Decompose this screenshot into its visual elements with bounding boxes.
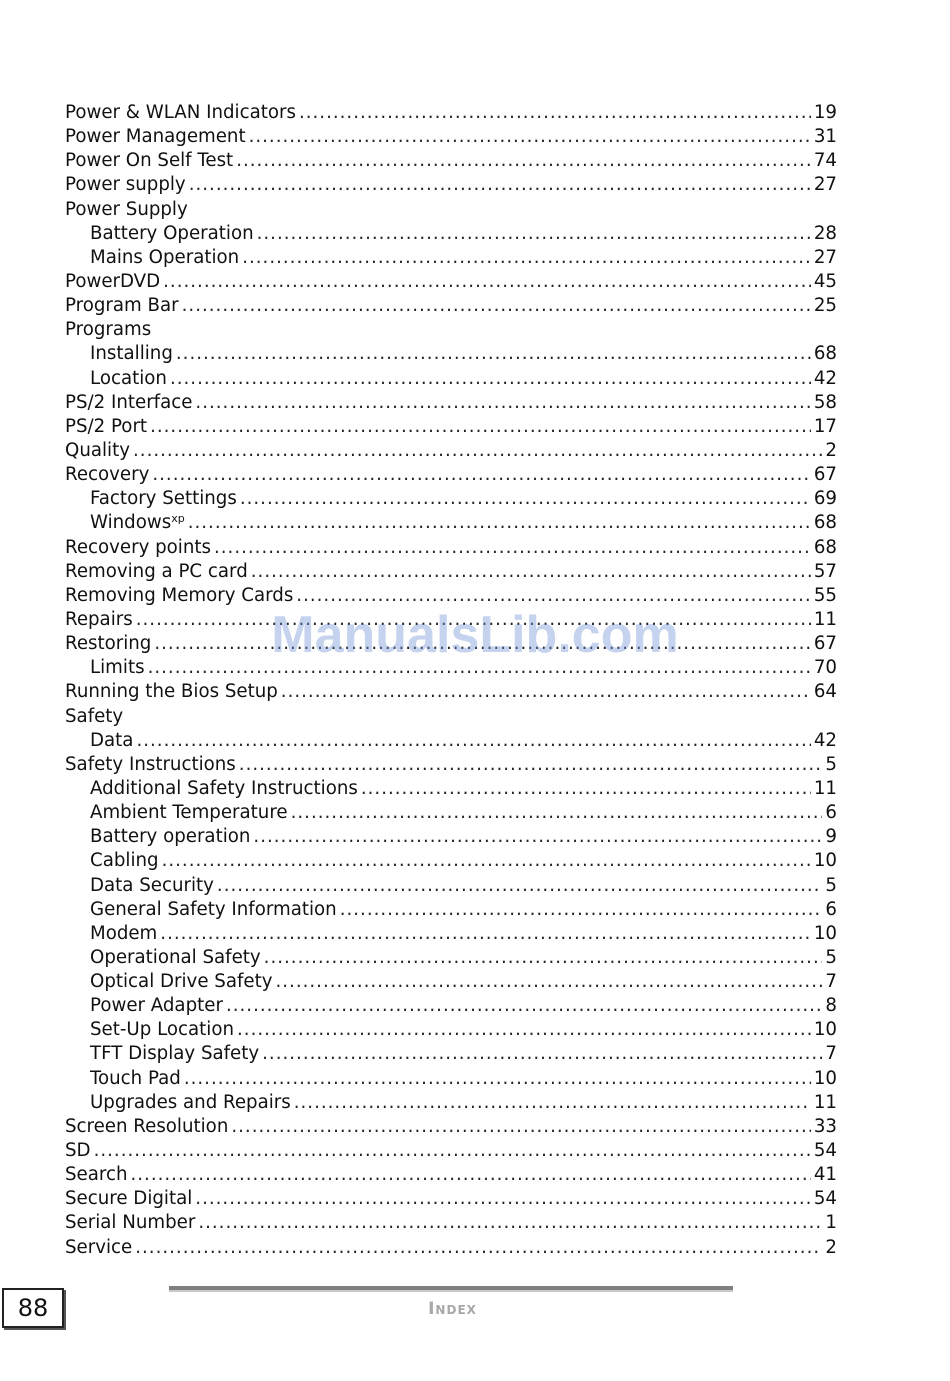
entry-label-text: Windows: [90, 512, 172, 534]
index-entry: [65, 1115, 837, 1139]
entry-label: [90, 1042, 259, 1066]
dot-leader: [136, 729, 810, 753]
entry-page-number: 10: [813, 1067, 837, 1089]
index-entry: [65, 487, 837, 511]
dot-leader: [148, 656, 811, 680]
entry-label-text: Limits: [90, 657, 145, 679]
dot-leader: [231, 1115, 811, 1139]
entry-page-number: 10: [813, 850, 837, 872]
index-entry: [65, 198, 837, 222]
dot-leader: [340, 898, 823, 922]
entry-label-text: Power & WLAN Indicators: [65, 102, 296, 123]
dot-leader: [198, 1211, 822, 1235]
entry-label: [90, 367, 167, 391]
index-entry: [65, 439, 837, 463]
entry-label-text: Screen Resolution: [65, 1115, 229, 1137]
entry-page-number: 54: [813, 1188, 837, 1210]
dot-leader: [226, 994, 822, 1018]
index-entry: [65, 849, 837, 873]
entry-label-text: Battery operation: [90, 826, 251, 848]
entry-label: [90, 874, 214, 898]
entry-label: [65, 632, 151, 656]
index-entry: [65, 1163, 837, 1187]
entry-label-text: Quality: [65, 439, 130, 461]
dot-leader: [136, 608, 811, 632]
entry-page-number: 5: [825, 874, 837, 896]
entry-page-number: 58: [813, 391, 837, 413]
entry-page-number: 17: [813, 415, 837, 437]
dot-leader: [170, 367, 811, 391]
entry-page-number: 74: [813, 150, 837, 172]
dot-leader: [281, 680, 811, 704]
entry-label-text: General Safety Information: [90, 898, 337, 920]
entry-page-number: 11: [813, 777, 837, 799]
dot-leader: [154, 632, 810, 656]
entry-label-text: Restoring: [65, 633, 152, 655]
entry-label: [65, 149, 233, 173]
entry-page-number: 70: [813, 657, 837, 679]
entry-label: [90, 825, 250, 849]
entry-page-number: 6: [825, 802, 837, 824]
entry-label: [65, 198, 188, 222]
entry-label-text: Running the Bios Setup: [65, 681, 278, 703]
dot-leader: [275, 970, 822, 994]
entry-label-text: Set-Up Location: [90, 1019, 234, 1041]
index-entry: [65, 149, 837, 173]
dot-leader: [160, 922, 811, 946]
entry-page-number: 5: [825, 753, 837, 775]
entry-label-text: Recovery: [65, 464, 150, 486]
entry-label: [90, 801, 288, 825]
index-entry: [65, 898, 837, 922]
index-entry: [65, 536, 837, 560]
dot-leader: [264, 946, 823, 970]
entry-label-text: Safety: [65, 705, 124, 727]
entry-label: [90, 849, 159, 873]
entry-label-text: PS/2 Interface: [65, 391, 193, 413]
index-entry: [65, 632, 837, 656]
entry-label-text: Repairs: [65, 608, 133, 630]
index-entry: [65, 874, 837, 898]
entry-label: [65, 391, 192, 415]
dot-leader: [133, 439, 822, 463]
entry-page-number: 27: [813, 246, 837, 268]
entry-label: [90, 729, 133, 753]
entry-page-number: 68: [813, 343, 837, 365]
entry-page-number: 64: [813, 681, 837, 703]
entry-label-text: Additional Safety Instructions: [90, 777, 358, 799]
entry-page-number: 28: [813, 222, 837, 244]
index-entry: [65, 705, 837, 729]
entry-page-number: 7: [825, 971, 837, 993]
entry-label: [90, 1067, 181, 1091]
index-entry: [65, 415, 837, 439]
entry-page-number: 54: [813, 1140, 837, 1162]
entry-page-number: 41: [813, 1164, 837, 1186]
entry-label-text: Service: [65, 1236, 133, 1258]
index-entry: [65, 777, 837, 801]
entry-label: [65, 1163, 127, 1187]
entry-label-text: Power Management: [65, 126, 246, 148]
entry-page-number: 6: [825, 898, 837, 920]
entry-label: [65, 463, 149, 487]
entry-page-number: 10: [813, 922, 837, 944]
entry-page-number: 25: [813, 295, 837, 317]
index-entry: [65, 825, 837, 849]
dot-leader: [214, 536, 811, 560]
entry-label: [90, 970, 272, 994]
entry-label: [90, 922, 157, 946]
entry-label: [65, 439, 130, 463]
dot-leader: [162, 849, 811, 873]
page-number-box: 88: [2, 1288, 64, 1328]
dot-leader: [242, 246, 811, 270]
footer-divider: [169, 1286, 733, 1292]
index-entry: [65, 318, 837, 342]
entry-label-text: Programs: [65, 319, 152, 341]
index-entry: [65, 1187, 837, 1211]
index-entry: [65, 560, 837, 584]
index-entry: [65, 1067, 837, 1091]
entry-label-text: Ambient Temperature: [90, 802, 288, 824]
entry-label: [65, 125, 246, 149]
entry-page-number: 57: [813, 560, 837, 582]
index-entry: [65, 101, 837, 125]
entry-page-number: 27: [813, 174, 837, 196]
entry-label-text: Safety Instructions: [65, 753, 236, 775]
entry-label: [90, 487, 237, 511]
index-entry: [65, 463, 837, 487]
dot-leader: [239, 753, 823, 777]
dot-leader: [182, 294, 811, 318]
dot-leader: [237, 1018, 811, 1042]
entry-label: [65, 536, 211, 560]
index-entry: [65, 270, 837, 294]
dot-leader: [236, 149, 811, 173]
entry-label-text: Recovery points: [65, 536, 211, 558]
entry-label-text: Optical Drive Safety: [90, 971, 273, 993]
entry-label-text: Removing Memory Cards: [65, 584, 294, 606]
index-entry: [65, 922, 837, 946]
entry-label-text: PS/2 Port: [65, 415, 148, 437]
index-entry: [65, 1042, 837, 1066]
entry-label-text: Power Supply: [65, 198, 188, 220]
entry-page-number: 10: [813, 1019, 837, 1041]
index-entry: [65, 946, 837, 970]
entry-label: [65, 680, 278, 704]
dot-leader: [294, 1091, 811, 1115]
index-entry: [65, 342, 837, 366]
dot-leader: [253, 825, 822, 849]
entry-label: [65, 294, 179, 318]
entry-label-text: Touch Pad: [90, 1067, 181, 1089]
index-entry: [65, 511, 837, 535]
entry-label: [65, 270, 160, 294]
entry-page-number: 1: [825, 1212, 837, 1234]
index-entry: [65, 294, 837, 318]
entry-label-text: Mains Operation: [90, 246, 240, 268]
entry-page-number: 2: [825, 439, 837, 461]
index-entry: [65, 1018, 837, 1042]
index-entry: [65, 391, 837, 415]
index-entry: [65, 680, 837, 704]
entry-page-number: 67: [813, 464, 837, 486]
dot-leader: [189, 173, 811, 197]
entry-label: [65, 1236, 132, 1260]
dot-leader: [176, 342, 811, 366]
entry-label-text: Secure Digital: [65, 1188, 193, 1210]
entry-page-number: 11: [813, 608, 837, 630]
dot-leader: [150, 415, 811, 439]
dot-leader: [240, 487, 811, 511]
entry-label-text: Factory Settings: [90, 488, 237, 510]
index-entry: [65, 173, 837, 197]
entry-label: [65, 101, 296, 125]
dot-leader: [296, 584, 811, 608]
index-entry: [65, 1236, 837, 1260]
entry-page-number: 42: [813, 729, 837, 751]
entry-label-text: Data Security: [90, 874, 214, 896]
dot-leader: [291, 801, 823, 825]
dot-leader: [217, 874, 823, 898]
dot-leader: [184, 1067, 811, 1091]
entry-page-number: 19: [813, 102, 837, 123]
entry-label-text: PowerDVD: [65, 270, 161, 292]
entry-superscript: xp: [171, 512, 185, 526]
dot-leader: [249, 125, 811, 149]
entry-label-text: Battery Operation: [90, 222, 254, 244]
entry-label-text: Location: [90, 367, 167, 389]
entry-page-number: 67: [813, 633, 837, 655]
entry-label: [90, 994, 223, 1018]
entry-label-text: Power supply: [65, 174, 186, 196]
entry-page-number: 42: [813, 367, 837, 389]
index-entry: [65, 608, 837, 632]
dot-leader: [361, 777, 811, 801]
dot-leader: [195, 1187, 811, 1211]
index-entry: [65, 729, 837, 753]
index-entry: [65, 1091, 837, 1115]
index-entry: [65, 656, 837, 680]
dot-leader: [299, 101, 811, 125]
section-title: Index: [428, 1299, 477, 1319]
entry-label-text: Removing a PC card: [65, 560, 248, 582]
entry-page-number: 33: [813, 1115, 837, 1137]
entry-label: [90, 777, 358, 801]
dot-leader: [251, 560, 811, 584]
entry-label-text: Search: [65, 1164, 128, 1186]
entry-label-text: Upgrades and Repairs: [90, 1091, 291, 1113]
index-entry: [65, 801, 837, 825]
index-entry: [65, 970, 837, 994]
index-entry: [65, 246, 837, 270]
entry-page-number: 55: [813, 584, 837, 606]
index-entry: [65, 994, 837, 1018]
entry-label: [90, 511, 185, 535]
entry-label: [90, 342, 173, 366]
entry-label-text: Power On Self Test: [65, 150, 234, 172]
entry-label-text: Power Adapter: [90, 995, 223, 1017]
entry-label: [65, 173, 186, 197]
entry-label-text: Data: [90, 729, 134, 751]
entry-page-number: 7: [825, 1043, 837, 1065]
entry-page-number: 2: [825, 1236, 837, 1258]
index-entry: [65, 1139, 837, 1163]
entry-page-number: 69: [813, 488, 837, 510]
index-entry: [65, 753, 837, 777]
dot-leader: [195, 391, 810, 415]
entry-label: [65, 753, 236, 777]
entry-label: [65, 1211, 195, 1235]
entry-label-text: Serial Number: [65, 1212, 196, 1234]
entry-label: [90, 1091, 291, 1115]
entry-label: [65, 584, 293, 608]
entry-label: [90, 246, 239, 270]
entry-page-number: 5: [825, 946, 837, 968]
watermark-text: ManualsLib.com: [271, 606, 679, 664]
entry-page-number: 11: [813, 1091, 837, 1113]
entry-label: [90, 1018, 234, 1042]
dot-leader: [163, 270, 811, 294]
entry-page-number: 45: [813, 270, 837, 292]
dot-leader: [257, 222, 811, 246]
index-list: [65, 101, 837, 1260]
entry-label: [90, 946, 261, 970]
dot-leader: [188, 511, 811, 535]
dot-leader: [135, 1236, 822, 1260]
entry-label-text: Modem: [90, 922, 158, 944]
dot-leader: [94, 1139, 811, 1163]
entry-page-number: 8: [825, 995, 837, 1017]
entry-label: [90, 898, 337, 922]
entry-page-number: 68: [813, 536, 837, 558]
dot-leader: [262, 1042, 822, 1066]
entry-page-number: 9: [825, 826, 837, 848]
entry-label-text: Cabling: [90, 850, 159, 872]
entry-label: [90, 656, 145, 680]
entry-label-text: Program Bar: [65, 295, 179, 317]
entry-label: [65, 608, 133, 632]
index-entry: [65, 1211, 837, 1235]
index-entry: [65, 367, 837, 391]
dot-leader: [152, 463, 811, 487]
entry-page-number: 68: [813, 512, 837, 534]
entry-label: [65, 415, 147, 439]
entry-label: [65, 1115, 228, 1139]
index-entry: [65, 125, 837, 149]
entry-label-text: Installing: [90, 343, 173, 365]
entry-label: [65, 318, 151, 342]
entry-label: [65, 1139, 91, 1163]
entry-label-text: Operational Safety: [90, 946, 261, 968]
entry-label: [65, 560, 248, 584]
dot-leader: [130, 1163, 810, 1187]
entry-label-text: SD: [65, 1140, 91, 1162]
index-entry: [65, 584, 837, 608]
entry-label: [65, 705, 123, 729]
entry-label: [90, 222, 254, 246]
entry-label-text: TFT Display Safety: [90, 1043, 260, 1065]
entry-page-number: 31: [813, 126, 837, 148]
index-entry: [65, 222, 837, 246]
entry-label: [65, 1187, 192, 1211]
